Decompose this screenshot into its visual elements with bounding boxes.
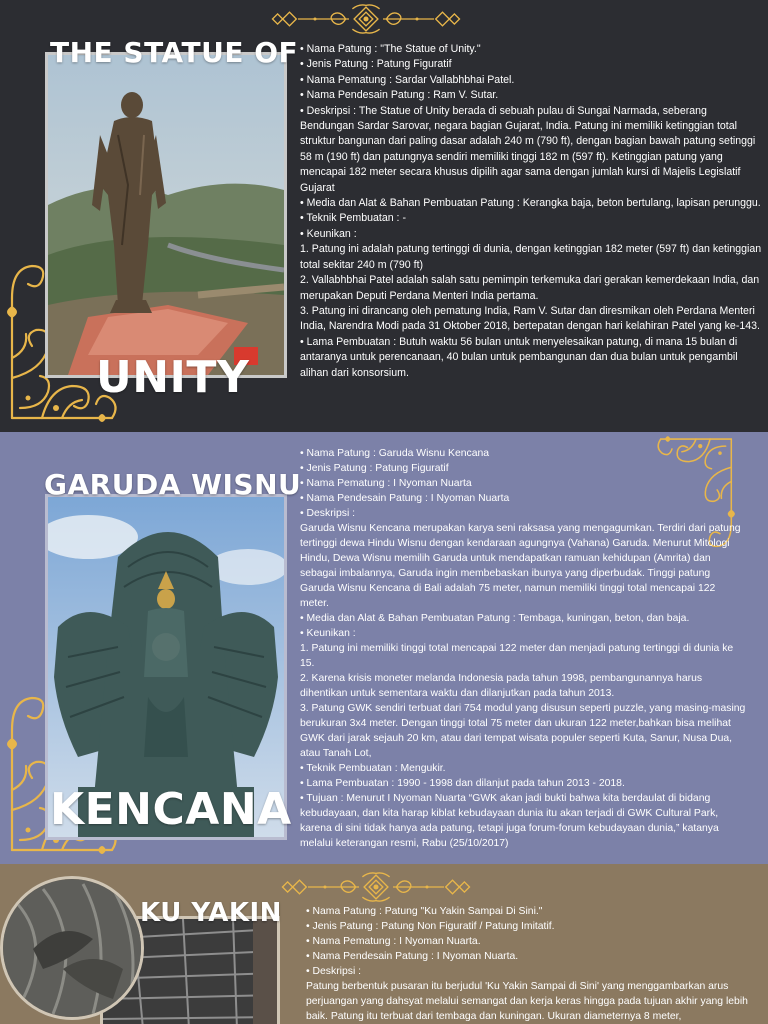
ornament-divider-icon	[256, 870, 496, 904]
info-line: • Nama Pematung : I Nyoman Nuarta	[300, 478, 472, 489]
info-line: • Media dan Alat & Bahan Pembuatan Patung : Tembaga, kuningan, beton, dan baja.	[300, 613, 690, 624]
info-line: • Nama Patung : Patung "Ku Yakin Sampai Di Sini."	[306, 906, 543, 917]
info-line: • Jenis Patung : Patung Figuratif	[300, 58, 452, 71]
section-title-bottom: UNITY	[96, 352, 250, 403]
ku-yakin-circle-photo	[0, 876, 144, 1020]
statue-of-unity-photo	[45, 52, 287, 378]
info-line: • Deskripsi :	[306, 966, 362, 977]
info-line: • Nama Pendesain Patung : Ram V. Sutar.	[300, 89, 499, 102]
info-line: 1. Patung ini adalah patung tertinggi di dunia, dengan ketinggian 182 meter (597 ft) dan ketinggian total sekitar 240 m (790 ft)	[300, 243, 762, 271]
info-line: • Lama Pembuatan : 1990 - 1998 dan dilanjut pada tahun 2013 - 2018.	[300, 778, 625, 789]
info-line: • Deskripsi :	[300, 508, 356, 519]
info-line: 1. Patung ini memiliki tinggi total mencapai 122 meter dan menjadi patung tertinggi di dunia ke 15.	[300, 643, 734, 669]
section-title-bottom: KENCANA	[50, 784, 292, 835]
info-line: • Keunikan :	[300, 227, 357, 240]
info-line: 3. Patung GWK sendiri terbuat dari 754 modul yang disusun seperti puzzle, yang masing-masing berukuran 3x4 meter. Dengan tinggi total 75 meter dan ukuran 122 meter,bahkan bisa melihat GWK dari jarak sejauh 20 km, atau dari tempat wisata populer seperti Kuta, Sanur, Nusa Dua, atau Tanah Lot,	[300, 703, 746, 759]
info-line: • Teknik Pembuatan : -	[300, 212, 406, 225]
info-line: • Nama Pendesain Patung : I Nyoman Nuarta	[300, 493, 510, 504]
section-title-top: KU YAKIN	[140, 898, 282, 928]
info-line: • Teknik Pembuatan : Mengukir.	[300, 763, 446, 774]
info-line: 3. Patung ini dirancang oleh pematung India, Ram V. Sutar dan diresmikan oleh Perdana Menteri India, Narendra Modi pada 31 Oktober 2018, bertepatan dengan hari kelahiran Patel yang ke-143.	[300, 304, 760, 333]
section-title-top: THE STATUE OF	[50, 36, 299, 69]
info-line: • Tujuan : Menurut I Nyoman Nuarta “GWK akan jadi bukti bahwa kita berdaulat di bidang kebudayaan, dan kita harap kiblat kebudayaan dunia itu akan terjadi di GWK Cultural Park, karena di sini tidak hanya ada patung, tetapi juga forum-forum kebudayaan dunia,” katanya melalui keterangan resmi, Rabu (25/10/2017)	[300, 793, 719, 849]
statue-of-unity-description	[300, 42, 764, 381]
info-line: • Keunikan :	[300, 628, 356, 639]
section-title-top: GARUDA WISNU	[44, 468, 302, 501]
ku-yakin-description	[306, 904, 764, 1024]
info-line: • Nama Pematung : Sardar Vallabhbhai Patel.	[300, 73, 515, 86]
info-line: 2. Karena krisis moneter melanda Indonesia pada tahun 1998, pembangunannya harus dihentikan untuk sementara waktu dan dilanjutkan pada tahun 2013.	[300, 673, 703, 699]
section-statue-of-unity	[0, 0, 768, 432]
info-line: • Nama Patung : Garuda Wisnu Kencana	[300, 448, 490, 459]
info-line: • Jenis Patung : Patung Figuratif	[300, 463, 449, 474]
info-line: • Deskripsi : The Statue of Unity berada di sebuah pulau di Sungai Narmada, seberang Bendungan Sardar Sarovar, negara bagian Gujarat, India. Patung ini memiliki ketinggian total struktur bangunan dari paling dasar adalah 240 m (790 ft), dengan bagian bawah patung setinggi 58 m (190 ft) dan patungnya sendiri memiliki tinggi 182 m (597 ft). Ketinggian patung yang mencapai 182 meter secara khusus dipilih agar sama dengan jumlah kursi di Majelis Legislatif Gujarat	[300, 104, 756, 194]
info-line: • Nama Pematung : I Nyoman Nuarta.	[306, 936, 481, 947]
info-line: • Nama Patung : "The Statue of Unity."	[300, 43, 481, 55]
info-line: • Media dan Alat & Bahan Pembuatan Patung : Kerangka baja, beton bertulang, lapisan perunggu.	[300, 197, 761, 210]
ornament-divider-icon	[246, 2, 486, 36]
info-line: Garuda Wisnu Kencana merupakan karya seni raksasa yang mengagumkan. Terdiri dari patung tertinggi dewa Hindu Wisnu dengan kendaraan agungnya (Vahana) Garuda. Menurut Mitologi Hindu, Dewa Wisnu memilih Garuda untuk mendapatkan ramuan kehidupan (Amrita) dan sebagai imbalannya, Garuda ingin membebaskan ibunya yang diperbudak. Tinggi patung Garuda Wisnu Kencana di Bali adalah 75 meter, namun memiliki tinggi total mencapai 122 meter.	[300, 523, 741, 609]
garuda-wisnu-kencana-description	[300, 446, 746, 851]
section-garuda-wisnu-kencana	[0, 432, 768, 864]
info-line: • Jenis Patung : Patung Non Figuratif / Patung Imitatif.	[306, 921, 555, 932]
section-ku-yakin	[0, 864, 768, 1024]
info-line: • Nama Pendesain Patung : I Nyoman Nuarta.	[306, 951, 519, 962]
info-line: Patung berbentuk pusaran itu berjudul 'Ku Yakin Sampai di Sini' yang menggambarkan arus perjuangan yang dahsyat melalui semangat dan kerja keras hingga pada tujuan akhir yang lebih baik. Patung itu terbuat dari tembaga dan kuningan. Ukuran diameternya 8 meter,	[306, 981, 748, 1022]
info-line: • Lama Pembuatan : Butuh waktu 56 bulan untuk menyelesaikan patung, di mana 15 bulan di antaranya untuk perencanaan, 40 bulan untuk pembangunan dan dua bulan untuk pengambil alihan dari konsorsium.	[300, 335, 738, 379]
info-line: 2. Vallabhbhai Patel adalah salah satu pemimpin terkemuka dari gerakan kemerdekaan India, dan merupakan Deputi Perdana Menteri India pertama.	[300, 274, 760, 302]
